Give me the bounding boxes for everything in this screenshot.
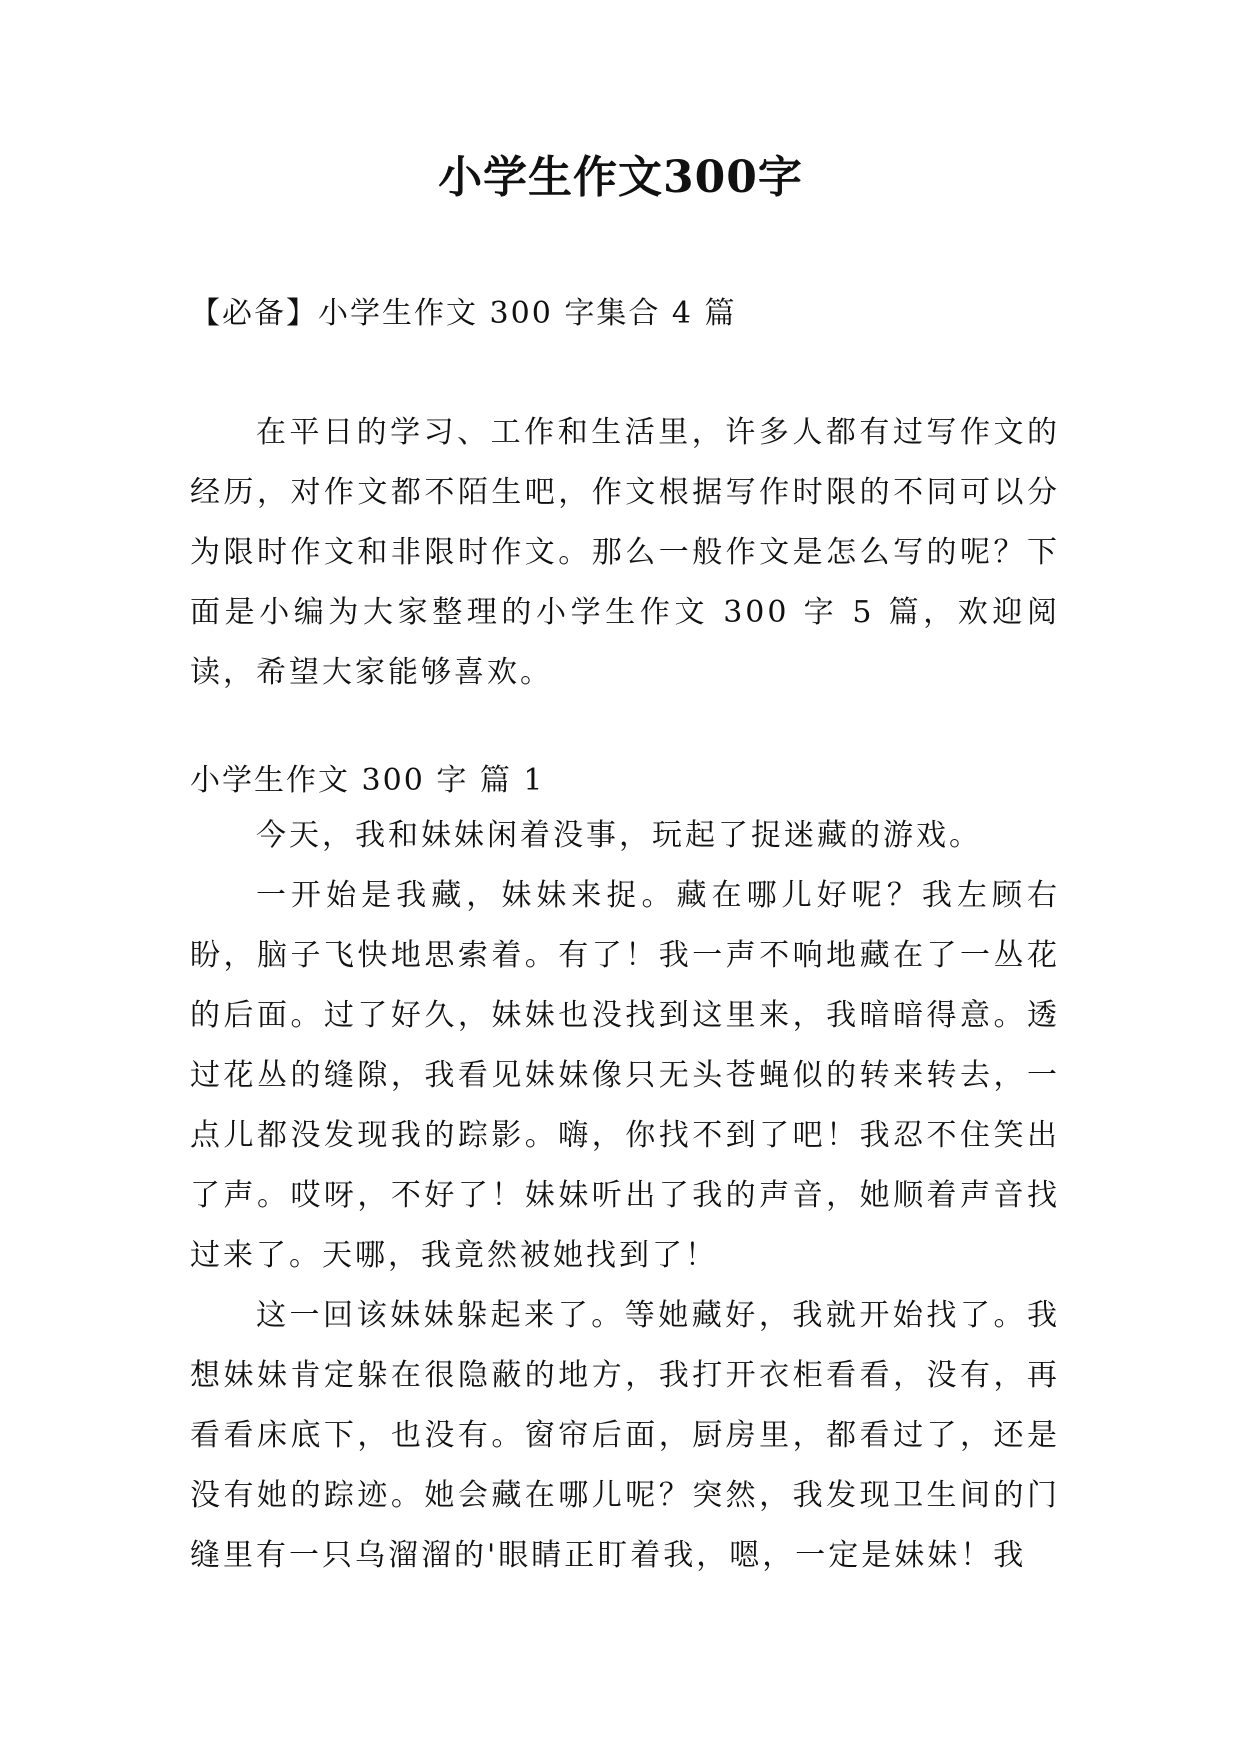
section-heading: 小学生作文 300 字 篇 1: [190, 763, 545, 798]
essay-paragraph-3: 这一回该妹妹躲起来了。等她藏好，我就开始找了。我想妹妹肯定躲在很隐蔽的地方，我打开衣柜看看，没有，再看看床底下，也没有。窗帘后面，厨房里，都看过了，还是没有她的踪迹。她会藏在哪儿呢？突然，我发现卫生间的门缝里有一只乌溜溜的'眼睛正盯着我，嗯，一定是妹妹！我: [190, 1298, 1060, 1573]
intro-block: [190, 403, 1060, 703]
essay-paragraph-1: 今天，我和妹妹闲着没事，玩起了捉迷藏的游戏。: [256, 818, 982, 853]
essay-paragraph-2: 一开始是我藏，妹妹来捉。藏在哪儿好呢？我左顾右盼，脑子飞快地思索着。有了！我一声不响地藏在了一丛花的后面。过了好久，妹妹也没找到这里来，我暗暗得意。透过花丛的缝隙，我看见妹妹像只无头苍蝇似的转来转去，一点儿都没发现我的踪影。嗨，你找不到了吧！我忍不住笑出了声。哎呀，不好了！妹妹听出了我的声音，她顺着声音找过来了。天哪，我竟然被她找到了！: [190, 878, 1060, 1273]
document-subtitle: 【必备】小学生作文 300 字集合 4 篇: [190, 296, 737, 331]
essay-body: [190, 806, 1060, 1586]
intro-paragraph: 在平日的学习、工作和生活里，许多人都有过写作文的经历，对作文都不陌生吧，作文根据写作时限的不同可以分为限时作文和非限时作文。那么一般作文是怎么写的呢？下面是小编为大家整理的小学生作文 300 字 5 篇，欢迎阅读，希望大家能够喜欢。: [190, 415, 1060, 690]
document-title: 小学生作文300字: [438, 152, 803, 203]
